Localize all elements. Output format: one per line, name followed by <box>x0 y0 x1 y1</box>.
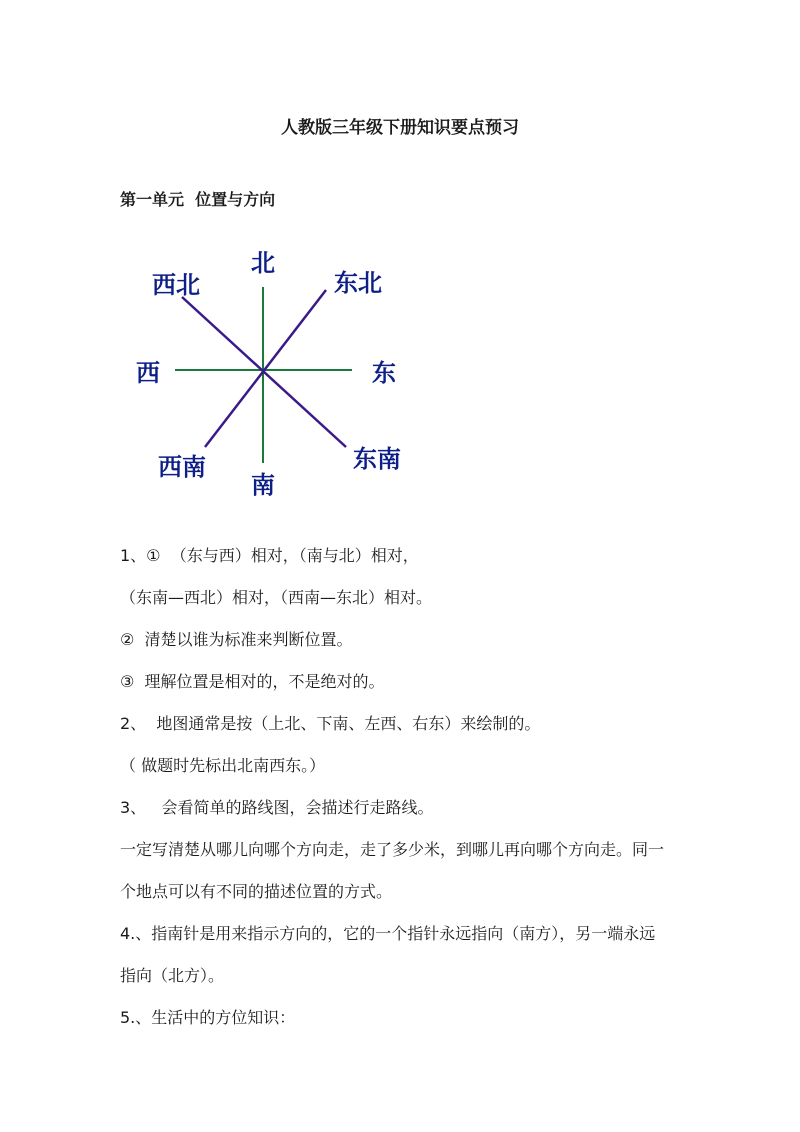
text-line-10: 4.、指南针是用来指示方向的，它的一个指针永远指向（南方），另一端永远 <box>120 924 656 943</box>
label-northwest: 西北 <box>152 270 200 299</box>
label-southwest: 西南 <box>158 452 206 481</box>
label-west: 西 <box>136 358 160 387</box>
text-line-12: 5.、生活中的方位知识： <box>120 1008 296 1027</box>
northeast-southwest-line <box>205 290 326 447</box>
label-south: 南 <box>251 470 275 499</box>
text-line-6: （ 做题时先标出北南西东。） <box>120 756 326 775</box>
text-line-8: 一定写清楚从哪儿向哪个方向走，走了多少米，到哪儿再向哪个方向走。同一 <box>120 840 665 859</box>
label-southeast: 东南 <box>353 444 401 473</box>
label-northeast: 东北 <box>334 268 382 297</box>
unit-heading: 第一单元 位置与方向 <box>120 190 276 209</box>
text-line-4: ③ 理解位置是相对的，不是绝对的。 <box>120 672 385 691</box>
compass-diagram <box>120 235 420 505</box>
text-line-9: 个地点可以有不同的描述位置的方式。 <box>120 882 393 901</box>
text-line-3: ② 清楚以谁为标准来判断位置。 <box>120 630 353 649</box>
label-north: 北 <box>251 248 275 277</box>
text-line-5: 2、 地图通常是按（上北、下南、左西、右东）来绘制的。 <box>120 714 541 733</box>
label-east: 东 <box>372 358 396 387</box>
text-line-7: 3、 会看简单的路线图，会描述行走路线。 <box>120 798 434 817</box>
text-line-1: 1、① （东与西）相对，（南与北）相对， <box>120 546 419 565</box>
page-title: 人教版三年级下册知识要点预习 <box>281 118 519 138</box>
text-line-11: 指向（北方）。 <box>120 966 225 985</box>
text-line-2: （东南—西北）相对，（西南—东北）相对。 <box>120 588 433 607</box>
